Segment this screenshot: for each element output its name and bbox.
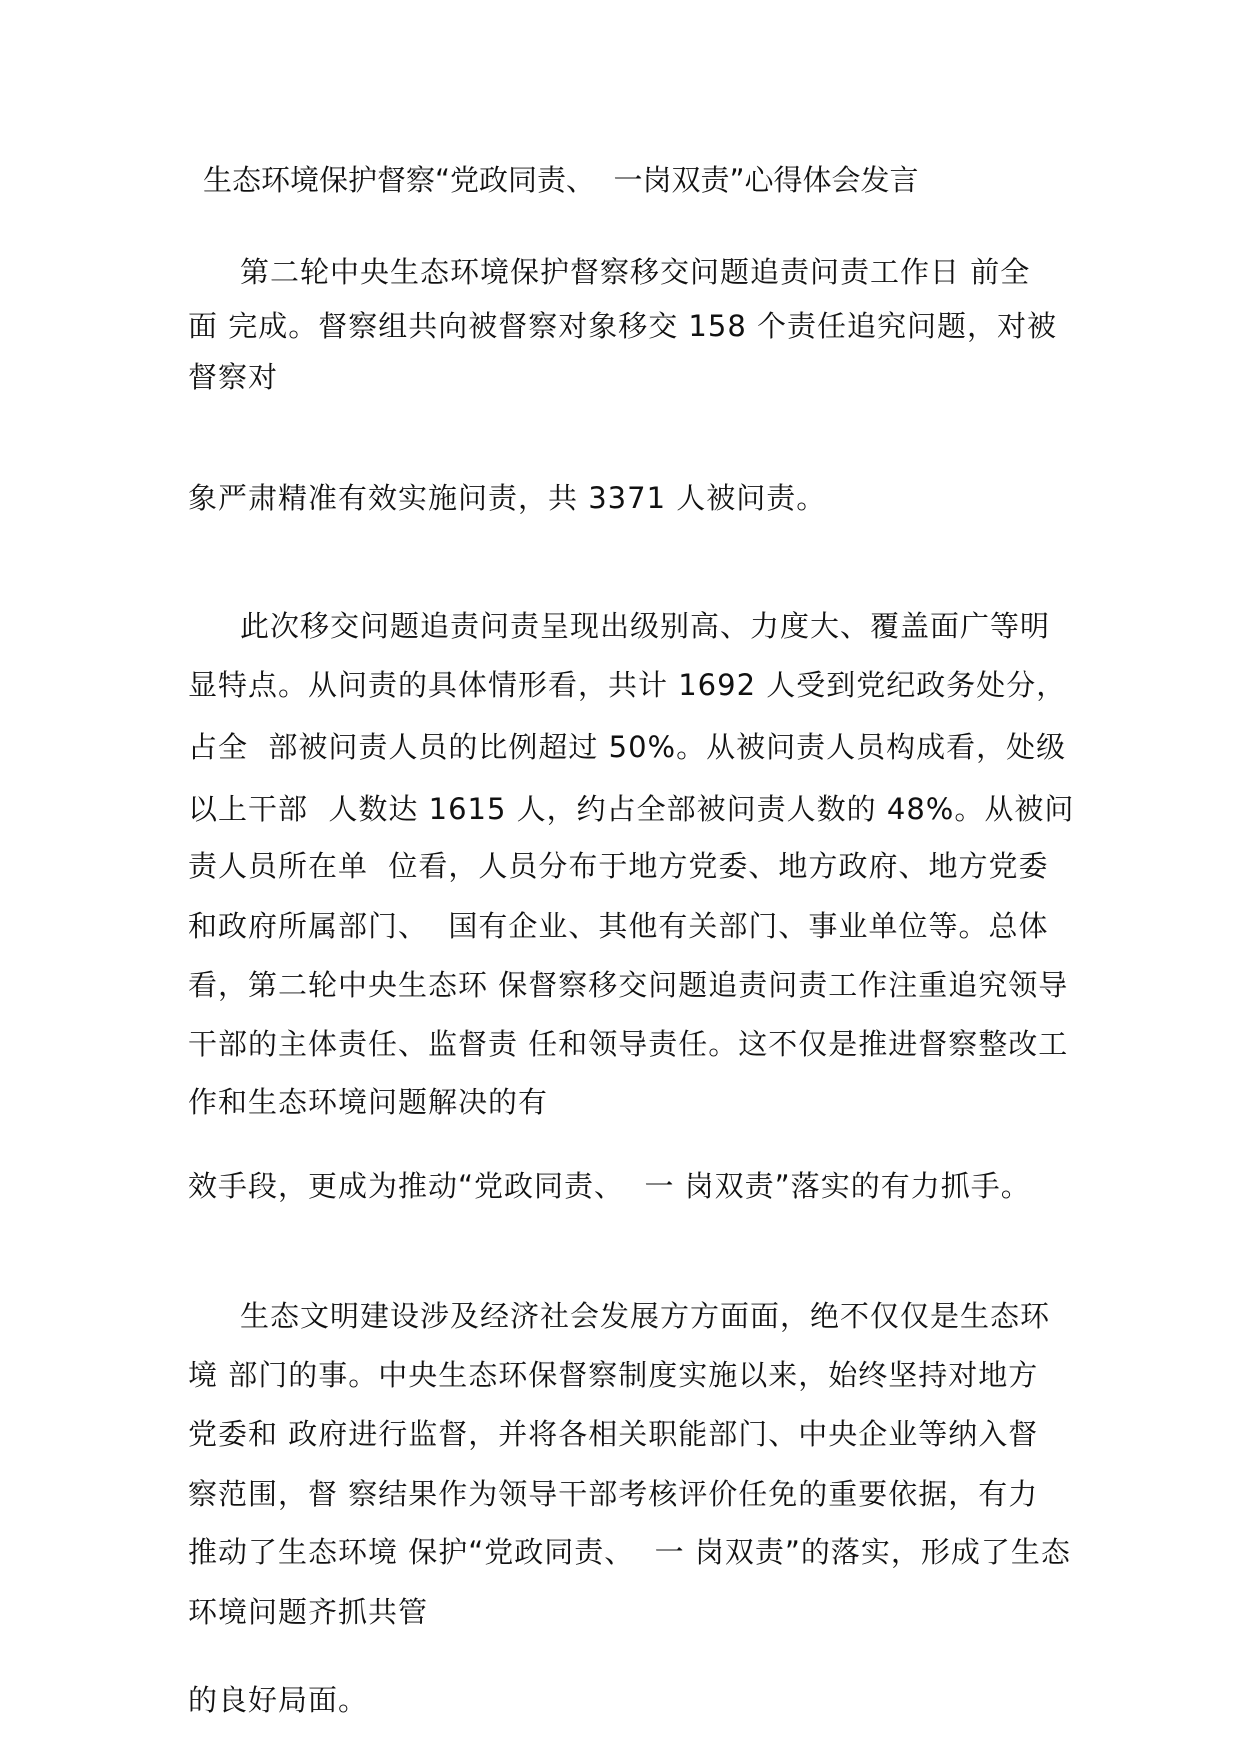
paragraph-line: 看，第二轮中央生态环 保督察移交问题追责问责工作注重追究领导 (188, 968, 1069, 1002)
paragraph-line: 显特点。从问责的具体情形看，共计 1692 人受到党纪政务处分， (188, 668, 1067, 702)
document-title: 生态环境保护督察“党政同责、 一岗双责”心得体会发言 (203, 163, 919, 197)
paragraph-line: 效手段，更成为推动“党政同责、 一 岗双责”落实的有力抓手。 (188, 1169, 1031, 1203)
paragraph-line: 和政府所属部门、 国有企业、其他有关部门、事业单位等。总体 (188, 909, 1049, 943)
paragraph-line: 境 部门的事。中央生态环保督察制度实施以来，始终坚持对地方 (188, 1358, 1039, 1392)
paragraph-line: 的良好局面。 (188, 1683, 369, 1717)
paragraph-line: 干部的主体责任、监督责 任和领导责任。这不仅是推进督察整改工 (188, 1027, 1069, 1061)
paragraph-line: 生态文明建设涉及经济社会发展方方面面，绝不仅仅是生态环 (240, 1299, 1051, 1333)
paragraph-line: 作和生态环境问题解决的有 (188, 1085, 549, 1119)
paragraph-line: 推动了生态环境 保护“党政同责、 一 岗双责”的落实，形成了生态 (188, 1535, 1071, 1569)
paragraph-line: 责人员所在单 位看，人员分布于地方党委、地方政府、地方党委 (188, 849, 1049, 883)
paragraph-line: 环境问题齐抓共管 (188, 1595, 429, 1629)
paragraph-line: 第二轮中央生态环境保护督察移交问题追责问责工作日 前全 (240, 255, 1031, 289)
paragraph-line: 党委和 政府进行监督，并将各相关职能部门、中央企业等纳入督 (188, 1417, 1039, 1451)
paragraph-line: 占全 部被问责人员的比例超过 50%。从被问责人员构成看，处级 (188, 730, 1067, 764)
paragraph-line: 督察对 (188, 360, 279, 394)
paragraph-line: 察范围，督 察结果作为领导干部考核评价任免的重要依据，有力 (188, 1477, 1039, 1511)
paragraph-line: 此次移交问题追责问责呈现出级别高、力度大、覆盖面广等明 (240, 609, 1051, 643)
paragraph-line: 象严肃精准有效实施问责，共 3371 人被问责。 (188, 481, 827, 515)
paragraph-line: 以上干部 人数达 1615 人，约占全部被问责人数的 48%。从被问 (188, 792, 1075, 826)
paragraph-line: 面 完成。督察组共向被督察对象移交 158 个责任追究问题，对被 (188, 309, 1058, 343)
